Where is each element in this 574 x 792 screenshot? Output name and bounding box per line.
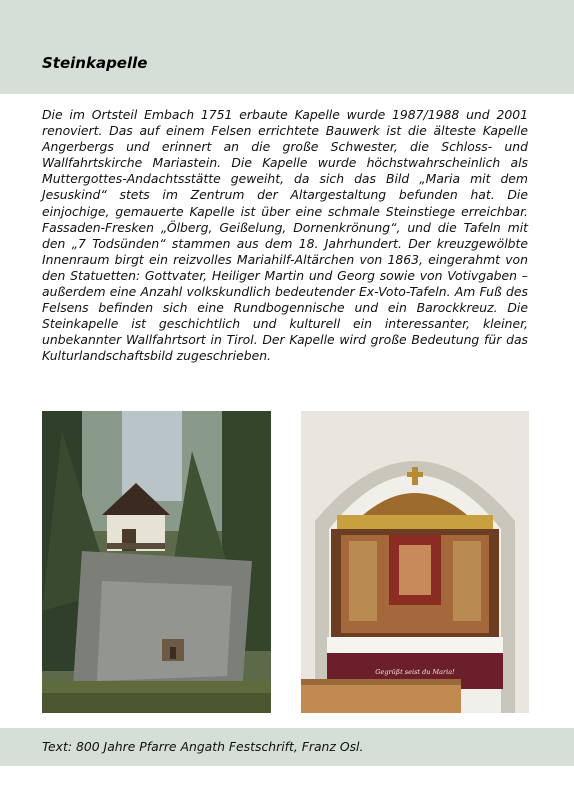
page-title: Steinkapelle	[42, 54, 148, 72]
source-credit: Text: 800 Jahre Pfarre Angath Festschrift, Franz Osl.	[42, 739, 364, 754]
chapel-exterior-photo	[42, 411, 271, 713]
header-band	[0, 0, 574, 94]
article-body: Die im Ortsteil Embach 1751 erbaute Kapelle wurde 1987/1988 und 2001 renoviert. Das auf einem Felsen errichtete Bauwerk ist die älteste Kapelle Angerbergs und erinnert an die große Schwester, die Schloss- und Wallfahrtskirche Mariastein. Die Kapelle wurde höchstwahrscheinlich als Muttergottes-Andachtsstätte geweiht, da sich das Bild „Maria mit dem Jesuskind“ stets im Zentrum der Altargestaltung befunden hat. Die einjochige, gemauerte Kapelle ist über eine schmale Steinstiege erreichbar. Fassaden-Fresken „Ölberg, Geißelung, Dornenkrönung“, und die Tafeln mit den „7 Todsünden“ stammen aus dem 18. Jahrhundert. Der kreuzgewölbte Innenraum birgt ein reizvolles Mariahilf-Altärchen von 1863, eingerahmt von den Statuetten: Gottvater, Heiliger Martin und Georg sowie von Votivgaben – außerdem eine Anzahl volkskundlich bedeutender Ex-Voto-Tafeln. Am Fuß des Felsens befinden sich eine Rundbogennische und ein Barockkreuz. Die Steinkapelle ist geschichtlich und kulturell ein interessanter, kleiner, unbekannter Wallfahrtsort in Tirol. Der Kapelle wird große Bedeutung für das Kulturlandschaftsbild zugeschrieben.	[42, 107, 528, 364]
altar-interior-photo	[301, 411, 529, 713]
altar-banner-text: Gegrüßt seist du Maria!	[375, 668, 455, 676]
